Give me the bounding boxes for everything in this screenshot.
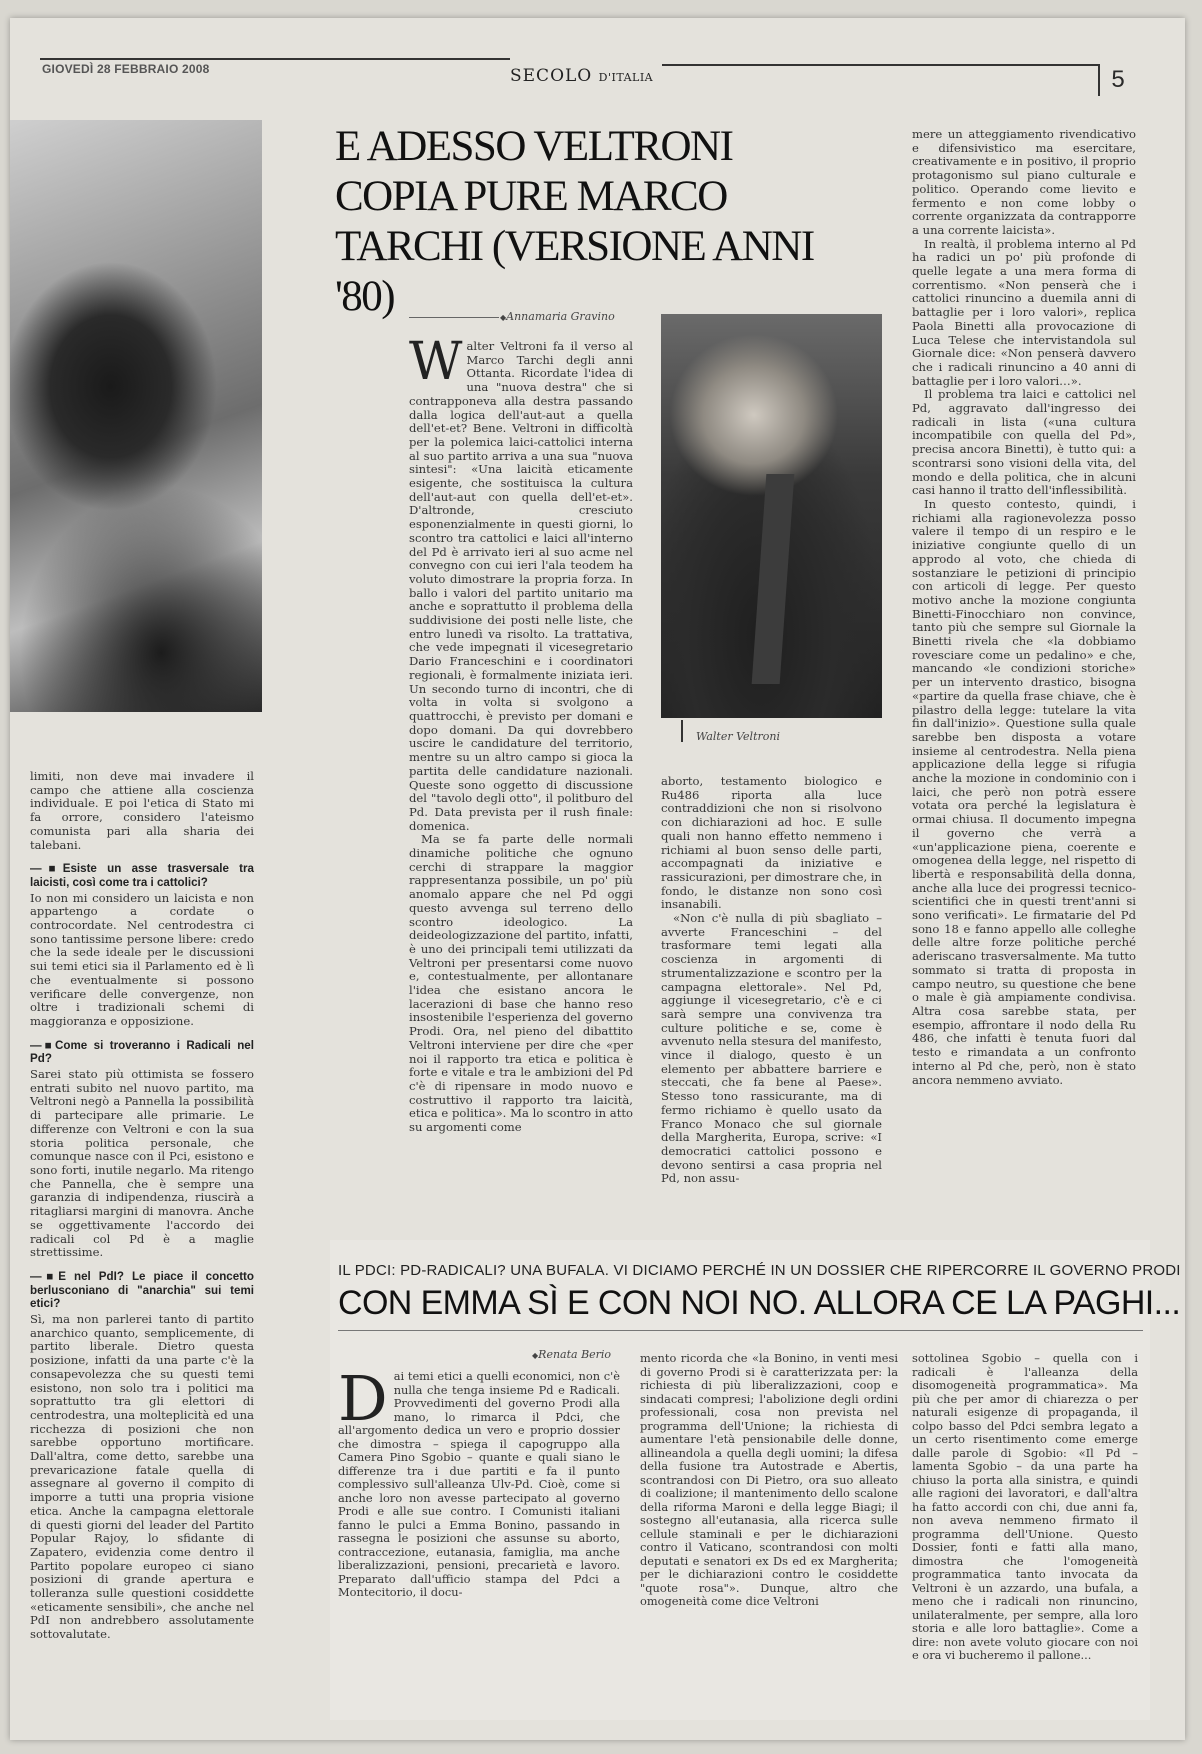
box-column-2 (640, 1352, 898, 1720)
interview-answer: Sì, ma non parlerei tanto di partito anarchico quanto, semplicemente, di partito liberale. Dietro questa posizione, infatti da una parte c'è la consapevolezza che su questi temi esistono, non solo tra i politici ma soprattutto tra gli elettori di centrodestra, una molteplicità ed una ricchezza di posizioni che non sarebbe opportuno mortificare. Dall'altra, come detto, sarebbe una prevaricazione fatale quella di assegnare al governo il compito di imporre a tutti una propria visione etica. Anche la campagna elettorale di questi giorni del leader del Partito Popular Rajoy, lo sfidante di Zapatero, evidenzia come dentro il Partito popolare europeo ci siano posizioni di grande apertura e tolleranza sulle questioni cosiddette «eticamente sensibili», che anche nel PdI non andrebbero assolutamente sottovalutate. (30, 1312, 254, 1642)
page-number: 5 (1098, 64, 1136, 96)
box-paragraph: mento ricorda che «la Bonino, in venti mesi di governo Prodi si è caratterizzata per: la richiesta di più liberalizzazioni, coop e sindacati compresi; l'abolizione degli ordini professionali, cosa non prevista nel programma dell'Unione; la richiesta di aumentare l'età pensionabile delle donne, allineandola a quella degli uomini; la difesa della fusione tra Autostrade e Abertis, scontrandosi con Di Pietro, ora suo alleato di coalizione; il mantenimento dello scalone della riforma Maroni e della legge Biagi; il sostegno all'eutanasia, alla ricerca sulle cellule staminali e per le dichiarazioni contro il Vaticano, scontrandosi con molti deputati e senatori ex Ds ed ex Margherita; per le dichiarazioni contro le cosiddette "quote rosa"». Dunque, altro che omogeneità come dice Veltroni (640, 1351, 898, 1608)
interview-question: —■ E nel PdI? Le piace il concetto berlusconiano di "anarchia" sui temi etici? (30, 1270, 254, 1311)
interview-column (30, 770, 254, 1735)
box-column-1 (338, 1362, 620, 1720)
article-byline: ◆ Annamaria Gravino (500, 310, 615, 323)
left-portrait-photo (10, 120, 262, 712)
brand-suffix: D'ITALIA (598, 71, 654, 84)
newspaper-brand (510, 66, 653, 86)
box-rule (338, 1330, 1143, 1331)
article-paragraph: «Non c'è nulla di più sbagliato – avverte Franceschini – del trasformare temi legati alla coscienza in argomenti di strumentalizzazione e scontro per la campagna elettorale». Nel Pd, aggiunge il vicesegretario, c'è e ci sarà sempre una convivenza tra culture politiche e se, come è avvenuto nella stesura del manifesto, vince il dialogo, questo è un elemento per abbattere barriere e steccati, che fa bene al Paese». Stesso tono rassicurante, ma di fermo richiamo è quello usato da Franco Monaco che sul giornale della Margherita, Europa, scrive: «I democratici cattolici possono e devono sentirsi a casa propria nel Pd, non assu- (661, 911, 882, 1186)
issue-date: GIOVEDÌ 28 FEBBRAIO 2008 (42, 62, 210, 76)
box-byline: ◆ Renata Berio (532, 1348, 611, 1361)
box-column-3 (912, 1352, 1138, 1720)
box-paragraph: ai temi etici a quelli economici, non c'è nulla che tenga insieme Pd e Radicali. Provvedimenti del governo Prodi alla mano, lo rimarca il Pdci, che all'argomento dedica un vero e proprio dossier che dimostra – spiega il capogruppo alla Camera Pino Sgobio – quante e quali siano le differenze tra i due partiti e fa il punto complessivo sull'alleanza Ulv-Pd. Cioè, come si anche loro non avesse partecipato al governo Prodi e alle sue contro. I Comunisti italiani fanno le pulci a Emma Bonino, passando in rassegna le posizioni che assunse su aborto, contraccezione, eutanasia, famiglia, ma anche liberalizzazioni, pensioni, precarietà e lavoro. Preparato dall'ufficio stampa del Pdci a Montecitorio, il docu- (338, 1369, 620, 1599)
article-headline: E ADESSO VELTRONI COPIA PURE MARCO TARCHI (VERSIONE ANNI '80) (335, 123, 814, 320)
interview-intro: limiti, non deve mai invadere il campo che attiene alla coscienza individuale. E poi l'etica di Stato mi fa orrore, considero l'ateismo comunista pari alla sharia dei talebani. (30, 769, 254, 852)
article-paragraph: alter Veltroni fa il verso al Marco Tarchi degli anni Ottanta. Ricordate l'idea di una "nuova destra" che si contrapponeva alla destra passando dalla logica dell'aut-aut a quella dell'et-et? Bene. Veltroni in difficoltà per la polemica laici-cattolici interna al suo partito arriva a una sua "nuova sintesi": «Una laicità eticamente esigente, che sostituisca la cultura dell'aut-aut con quella dell'et-et». D'altronde, cresciuto esponenzialmente in questi giorni, lo scontro tra cattolici e laici all'interno del Pd è arrivato ieri al suo acme nel convegno con cui ieri l'ala teodem ha voluto dimostrare la propria forza. In ballo i valori del partito unitario ma anche e soprattutto il problema della suddivisione dei posti nelle liste, che entro lunedì va risolto. La trattativa, che vede impegnati il vicesegretario Dario Franceschini e i coordinatori regionali, è formalmente iniziata ieri. Un secondo turno di incontri, che di volta in volta si svolgono a quattrocchi, è previsto per domani e dopo domani. Da qui dovrebbero uscire le candidature del territorio, mentre su un altro campo si gioca la partita delle candidature nazionali. Queste sono oggetto di discussione del "tavolo degli otto", il politburo del Pd. Data prevista per il rush finale: domenica. (409, 339, 633, 833)
box-kicker: IL PDCI: PD-RADICALI? UNA BUFALA. VI DICIAMO PERCHÉ IN UN DOSSIER CHE RIPERCORRE IL GOVERNO PRODI (338, 1262, 1181, 1279)
article-column-1 (409, 332, 633, 1178)
byline-rule (409, 317, 499, 318)
interview-question: —■ Come si troveranno i Radicali nel Pd? (30, 1039, 254, 1066)
article-column-3 (912, 128, 1136, 1183)
article-paragraph: mere un atteggiamento rivendicativo e difensivistico ma esercitare, creativamente e in positivo, il proprio protagonismo sul piano culturale e politico. Operando come lievito e fermento e non come lobby o corrente organizzata da contrapporre a una corrente laicista». (912, 127, 1136, 237)
header-rule-left (40, 58, 510, 60)
interview-answer: Sarei stato più ottimista se fossero entrati subito nel nuovo partito, ma Veltroni negò a Pannella la possibilità di partecipare alle primarie. Le differenze con Veltroni e con la sua storia politica personale, che comunque nasce con il Pci, esistono e sono forti, inutile negarlo. Ma ritengo che Pannella, che è sempre una garanzia di indipendenza, riuscirà a ritagliarsi margini di manovra. Anche se oggettivamente l'accordo dei radicali col Pd è a maglie strettissime. (30, 1067, 254, 1260)
box-headline: CON EMMA SÌ E CON NOI NO. ALLORA CE LA PAGHI... (338, 1284, 1181, 1322)
article-paragraph: Ma se fa parte delle normali dinamiche politiche che ognuno cerchi di strappare la maggior rappresentanza possibile, un po' più anomalo appare che nel Pd oggi questo avvenga sul terreno dello scontro ideologico. La deideologizzazione del partito, infatti, è uno dei principali temi utilizzati da Veltroni per presentarsi come nuovo e, contestualmente, per allontanare l'idea che esistano ancora le lacerazioni di base che hanno reso insostenibile l'esperienza del governo Prodi. Ora, nel pieno del dibattito Veltroni interviene per dire che «per noi il rapporto tra etica e politica è forte e vitale e tra le ambizioni del Pd c'è di ripensare in modo nuovo e costruttivo il rapporto tra laicità, etica e politica». Ma lo scontro in atto su argomenti come (409, 832, 633, 1135)
article-paragraph: Il problema tra laici e cattolici nel Pd, aggravato dall'ingresso dei radicali in lista («una cultura incompatibile con quella del Pd», precisa ancora Binetti), è tutto qui: a scontrarsi sono visioni della vita, del mondo e della politica, che in alcuni casi hanno il tratto dell'inflessibilità. (912, 387, 1136, 498)
veltroni-photo (661, 314, 882, 718)
drop-cap: W (409, 332, 463, 392)
photo-caption: Walter Veltroni (696, 730, 780, 743)
brand-name: SECOLO (510, 66, 593, 86)
caption-rule (681, 720, 683, 742)
interview-question: —■ Esiste un asse trasversale tra laicisti, così come tra i cattolici? (30, 862, 254, 889)
box-drop-cap: D (338, 1362, 388, 1435)
article-paragraph: aborto, testamento biologico e Ru486 riporta alla luce contraddizioni che non si risolvono con dichiarazioni ad hoc. E sulle quali non hanno effetto nemmeno i richiami al buon senso delle parti, accompagnati da iniziative e rassicurazioni, per dimostrare che, in fondo, le distanze non sono così insanabili. (661, 774, 882, 912)
article-column-2 (661, 774, 882, 1186)
header-rule-right (662, 64, 1098, 66)
box-paragraph: sottolinea Sgobio – quella con i radicali è l'alleanza della disomogeneità programmatica». Ma più che per amor di chiarezza o per naturali esigenze di propaganda, il colpo basso del Pdci sembra legato a un certo risentimento come emerge dalle parole di Sgobio: «Il Pd – lamenta Sgobio – da una parte ha chiuso la porta alla sinistra, e quindi alle ragioni dei lavoratori, e dall'altra ha fatto accordi con chi, due anni fa, non aveva nemmeno firmato il programma dell'Unione. Questo Dossier, fonti e fatti alla mano, dimostra che l'omogeneità programmatica tanto invocata da Veltroni è un azzardo, una bufala, a meno che i radicali non rinuncino, unilateralmente, per sempre, alla loro storia e alle loro battaglie». Come a dire: non avete voluto giocare con noi e ora vi bucheremo il pallone... (912, 1351, 1138, 1662)
article-paragraph: In questo contesto, quindi, i richiami alla ragionevolezza posso valere il tempo di un respiro e le iniziative congiunte quello di un approdo al voto, che chieda di sostanziare le petizioni di principio con articoli di legge. Per questo motivo anche la mozione congiunta Binetti-Finocchiaro non convince, tanto più che sempre sul Giornale la Binetti rivela che «la dobbiamo rovesciare come un pedalino» e che, mancando «le condizioni storiche» per un intervento drastico, bisogna «partire da quella frase chiave, che è pilastro della legge: tutelare la vita fin dall'inizio». Questione sulla quale sarebbe ben disposta a votare insieme al centrodestra. Nella piena applicazione della legge si rifugia anche la mozione in condominio con i laici, che però non potrà essere votata ora perché la legislatura è ormai chiusa. Il documento impegna il governo che verrà a «un'applicazione piena, coerente e omogenea della legge, nel rispetto di libertà e responsabilità della donna, anche alla luce dei progressi tecnico-scientifici che in questi trent'anni si sono verificati». Le firmatarie del Pd sono 18 e fanno appello alle colleghe delle altre forze politiche perché aderiscano trasversalmente. Ma tutto sommato si tratta di proposta in campo neutro, su questione che bene o male è già ampiamente condivisa. Altra cosa sarebbe stata, per esempio, affrontare il nodo della Ru 486, che infatti è tenuta fuori dal testo e rimandata a un confronto interno al Pd che, però, non è stato ancora nemmeno avviato. (912, 496, 1136, 1087)
article-paragraph: In realtà, il problema interno al Pd ha radici un po' più profonde di quelle legate a una mera forma di correntismo. «Non penserà che i cattolici rinuncino a duemila anni di battaglie per i loro valori», replica Paola Binetti alla provocazione di Luca Telese che intervistandola sul Giornale dice: «Non penserà davvero che i radicali rinuncino a 40 anni di battaglie per i loro valori…». (912, 236, 1136, 388)
interview-answer: Io non mi considero un laicista e non appartengo a cordate o controcordate. Nel centrodestra ci sono tantissime persone libere: credo che la sede ideale per le discussioni sui temi etici sia il Parlamento ed è lì che eventualmente si possono verificare delle convergenze, non oltre i tradizionali schemi di maggioranza e opposizione. (30, 890, 254, 1028)
